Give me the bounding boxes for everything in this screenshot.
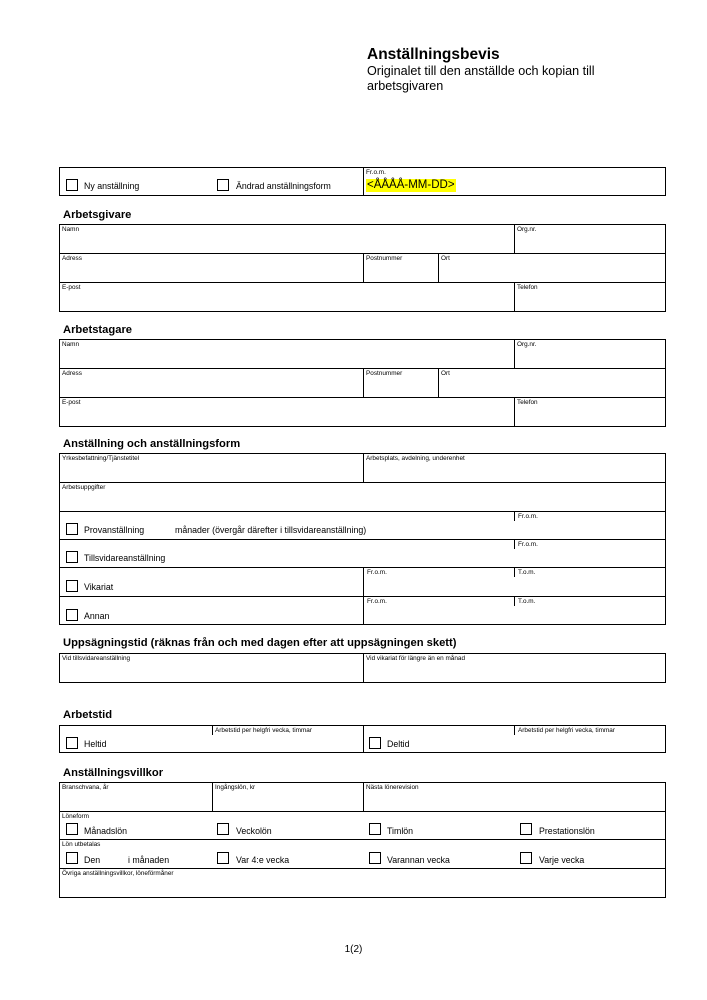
permanent-from-field[interactable]: Fr.o.m. [518, 541, 538, 548]
substitute-from-field[interactable]: Fr.o.m. [367, 569, 387, 576]
tasks-field[interactable]: Arbetsuppgifter [62, 484, 106, 491]
permanent-label: Tillsvidareanställning [84, 553, 166, 563]
parttime-label: Deltid [387, 739, 410, 749]
parttime-checkbox[interactable] [369, 737, 381, 749]
monthly-day-checkbox[interactable] [66, 852, 78, 864]
employee-address-field[interactable]: Adress [62, 370, 82, 377]
employee-city-field[interactable]: Ort [441, 370, 450, 377]
performance-salary-label: Prestationslön [539, 826, 595, 836]
conditions-heading: Anställningsvillkor [63, 767, 164, 779]
employee-heading: Arbetstagare [63, 324, 133, 336]
in-month-label: i månaden [128, 855, 170, 865]
salary-form-label: Löneform [62, 813, 89, 820]
notice-heading: Uppsägningstid (räknas från och med dagen efter att uppsägningen skett) [63, 637, 457, 649]
hourly-salary-checkbox[interactable] [369, 823, 381, 835]
job-title-field[interactable]: Yrkesbefattning/Tjänstetitel [62, 455, 140, 462]
notice-permanent-field[interactable]: Vid tillsvidareanställning [62, 655, 131, 662]
probation-from-field[interactable]: Fr.o.m. [518, 513, 538, 520]
document-title: Anställningsbevis [367, 46, 500, 63]
every-other-week-label: Varannan vecka [387, 855, 450, 865]
every-4th-week-label: Var 4:e vecka [236, 855, 290, 865]
fulltime-checkbox[interactable] [66, 737, 78, 749]
employer-postal-field[interactable]: Postnummer [366, 255, 403, 262]
experience-field[interactable]: Branschvana, år [62, 784, 109, 791]
probation-label: Provanställning [84, 525, 145, 535]
monthly-salary-label: Månadslön [84, 826, 128, 836]
workplace-field[interactable]: Arbetsplats, avdelning, underenhet [366, 455, 465, 462]
hourly-salary-label: Timlön [387, 826, 414, 836]
notice-substitute-field[interactable]: Vid vikariat för längre än en månad [366, 655, 465, 662]
monthly-salary-checkbox[interactable] [66, 823, 78, 835]
page-number: 1(2) [344, 944, 363, 955]
substitute-checkbox[interactable] [66, 580, 78, 592]
every-4th-week-checkbox[interactable] [217, 852, 229, 864]
performance-salary-checkbox[interactable] [520, 823, 532, 835]
worktime-heading: Arbetstid [63, 709, 113, 721]
paid-out-label: Lön utbetalas [62, 841, 101, 848]
new-employment-label: Ny anställning [84, 181, 140, 191]
weekly-salary-checkbox[interactable] [217, 823, 229, 835]
weekly-salary-label: Veckolön [236, 826, 272, 836]
employee-postal-field[interactable]: Postnummer [366, 370, 403, 377]
employee-email-field[interactable]: E-post [62, 399, 81, 406]
other-conditions-field[interactable]: Övriga anställningsvillkor, löneförmåner [62, 870, 174, 877]
document-subtitle: Originalet till den anställde och kopian till arbetsgivaren [367, 64, 595, 93]
every-other-week-checkbox[interactable] [369, 852, 381, 864]
next-revision-field[interactable]: Nästa lönerevision [366, 784, 419, 791]
employer-heading: Arbetsgivare [63, 209, 132, 221]
probation-checkbox[interactable] [66, 523, 78, 535]
substitute-label: Vikariat [84, 582, 114, 592]
other-employment-checkbox[interactable] [66, 609, 78, 621]
new-employment-checkbox[interactable] [66, 179, 78, 191]
employer-address-field[interactable]: Adress [62, 255, 82, 262]
permanent-checkbox[interactable] [66, 551, 78, 563]
fulltime-hours-field[interactable]: Arbetstid per helgfri vecka, timmar [215, 727, 312, 734]
employment-heading: Anställning och anställningsform [63, 438, 241, 450]
employer-phone-field[interactable]: Telefon [517, 284, 538, 291]
employer-city-field[interactable]: Ort [441, 255, 450, 262]
employee-org-field[interactable]: Org.nr. [517, 341, 537, 348]
employer-org-field[interactable]: Org.nr. [517, 226, 537, 233]
probation-note: månader (övergår därefter i tillsvidareanställning) [175, 525, 367, 535]
changed-form-checkbox[interactable] [217, 179, 229, 191]
fulltime-label: Heltid [84, 739, 107, 749]
from-date-field[interactable]: <ÅÅÅÅ-MM-DD> [367, 179, 455, 191]
employee-name-field[interactable]: Namn [62, 341, 80, 348]
employer-name-field[interactable]: Namn [62, 226, 80, 233]
other-employment-label: Annan [84, 611, 110, 621]
every-week-label: Varje vecka [539, 855, 585, 865]
from-date-label: Fr.o.m. [366, 169, 386, 176]
every-week-checkbox[interactable] [520, 852, 532, 864]
employee-phone-field[interactable]: Telefon [517, 399, 538, 406]
changed-form-label: Ändrad anställningsform [236, 181, 331, 191]
other-to-field[interactable]: T.o.m. [518, 598, 536, 605]
employer-email-field[interactable]: E-post [62, 284, 81, 291]
parttime-hours-field[interactable]: Arbetstid per helgfri vecka, timmar [518, 727, 615, 734]
start-salary-field[interactable]: Ingångslön, kr [215, 784, 256, 791]
other-from-field[interactable]: Fr.o.m. [367, 598, 387, 605]
substitute-to-field[interactable]: T.o.m. [518, 569, 536, 576]
monthly-day-label: Den [84, 855, 101, 865]
